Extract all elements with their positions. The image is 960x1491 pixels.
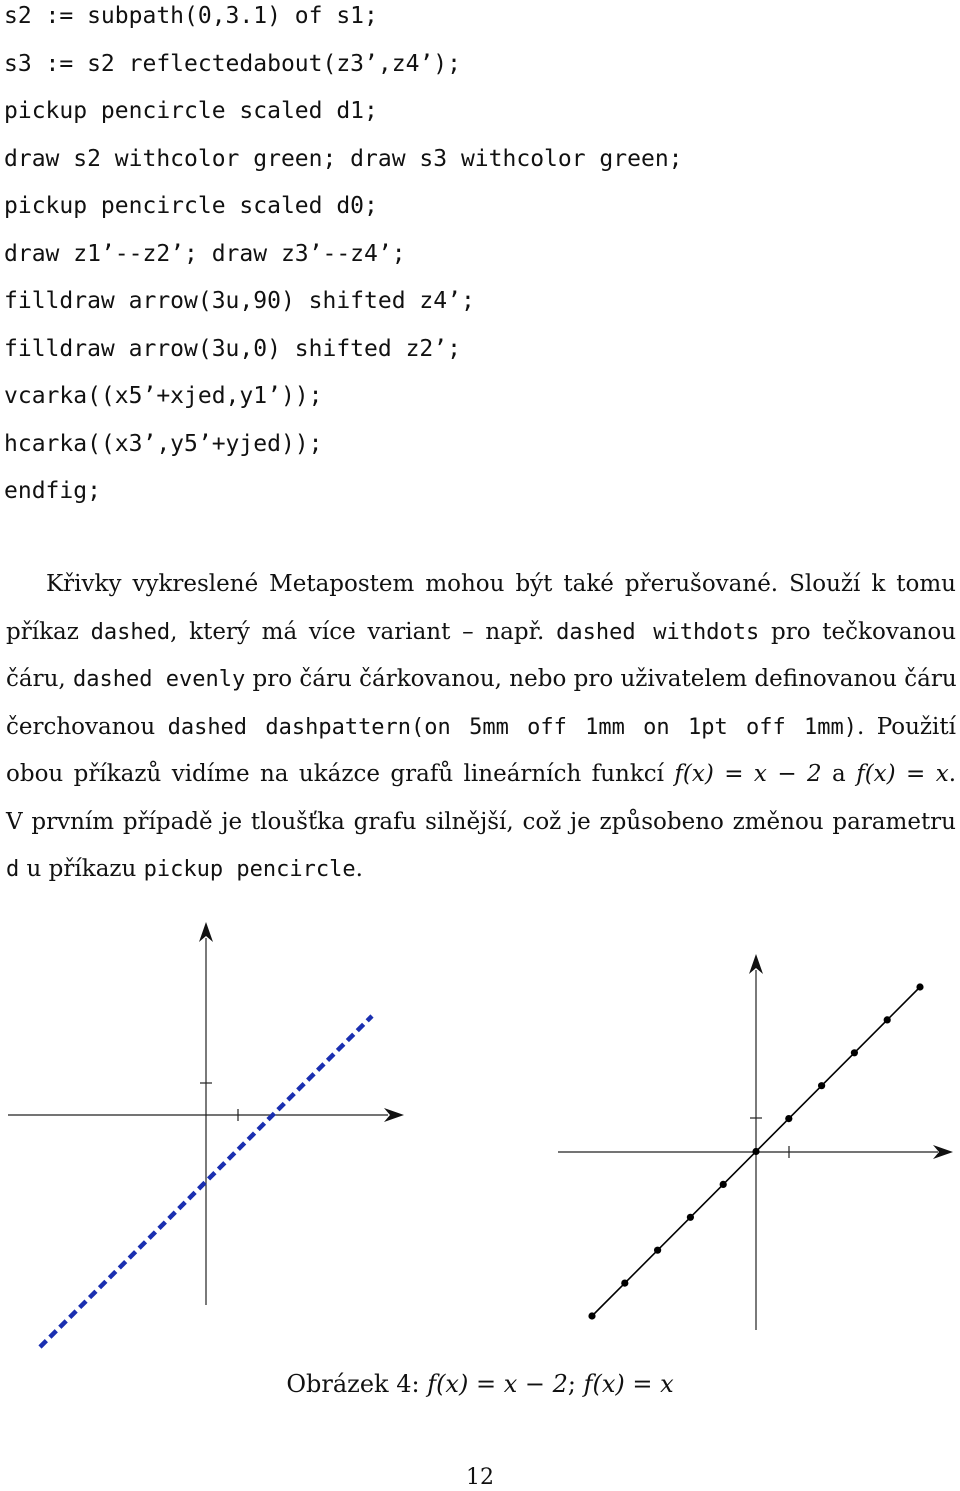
text-run: čerchovanou [6, 713, 168, 740]
body-paragraph [6, 565, 956, 898]
text-run: příkaz [6, 618, 91, 645]
text-run: pro čáru čárkovanou, nebo pro uživatelem definovanou čáru [245, 666, 957, 692]
code-term: dashed [90, 619, 171, 645]
right-plot [558, 954, 953, 1330]
graph-dot [687, 1214, 694, 1221]
text-run: V prvním případě je tloušťka grafu silnější, což je způsobeno změnou parametru [6, 808, 956, 835]
math-formula: f(x) = x − 2 [674, 761, 822, 787]
graph-dot [884, 1016, 891, 1023]
caption-formula-1: f(x) = x − 2 [427, 1370, 568, 1398]
code-line: endfig; [4, 478, 101, 504]
text-run: . [355, 856, 363, 882]
code-line: filldraw arrow(3u,0) shifted z2’; [4, 335, 461, 362]
paragraph-line [6, 803, 956, 851]
graph-dot [785, 1115, 792, 1122]
text-run: pro tečkovanou [759, 618, 957, 645]
paragraph-line [6, 708, 956, 756]
graph-dot [720, 1181, 727, 1188]
paragraph-line [6, 755, 956, 803]
graph-dot [752, 1148, 759, 1155]
code-term: dashed withdots [556, 619, 760, 645]
code-line: draw z1’--z2’; draw z3’--z4’; [4, 240, 406, 267]
code-term: dashed dashpattern(on 5mm off 1mm on 1pt off 1mm) [167, 714, 858, 740]
math-formula: f(x) = x [856, 761, 949, 787]
page-number: 12 [466, 1465, 494, 1490]
code-term: dashed evenly [73, 667, 246, 692]
paragraph-line [6, 660, 956, 708]
text-run: Křivky vykreslené Metapostem mohou být také přerušované. Slouží k tomu [46, 571, 956, 597]
caption-formula-2: f(x) = x [583, 1370, 674, 1398]
text-run: . Použití [857, 713, 956, 740]
code-line: pickup pencircle scaled d1; [4, 98, 378, 124]
paragraph-line [6, 613, 956, 661]
code-line: filldraw arrow(3u,90) shifted z4’; [4, 288, 475, 314]
code-listing [4, 0, 683, 523]
code-line: draw s2 withcolor green; draw s3 withcolor green; [4, 145, 683, 172]
graph-dot [916, 983, 923, 990]
caption-label: Obrázek 4: [286, 1370, 428, 1398]
text-run: , který má více variant – např. [170, 618, 557, 645]
code-term: d [6, 857, 20, 882]
code-line: vcarka((x5’+xjed,y1’)); [4, 383, 323, 409]
text-run: čáru, [6, 666, 74, 692]
text-run: a [821, 761, 857, 787]
text-run: obou příkazů vidíme na ukázce grafů lineárních funkcí [6, 761, 675, 787]
text-run: u příkazu [19, 856, 144, 882]
left-plot [8, 922, 404, 1347]
code-line: s3 := s2 reflectedabout(z3’,z4’); [4, 50, 461, 77]
code-line: s2 := subpath(0,3.1) of s1; [4, 3, 378, 29]
text-run: . [948, 761, 956, 787]
code-term: pickup pencircle [143, 857, 356, 882]
graph-dot [654, 1247, 661, 1254]
figure-caption [0, 1370, 960, 1398]
paragraph-line [6, 850, 956, 898]
figure-graphs [0, 910, 960, 1360]
graph-dot [588, 1312, 595, 1319]
paragraph-line [6, 565, 956, 613]
graph-dot [851, 1049, 858, 1056]
code-line: hcarka((x3’,y5’+yjed)); [4, 430, 323, 457]
graph-dot [621, 1280, 628, 1287]
graph-dot [818, 1082, 825, 1089]
code-line: pickup pencircle scaled d0; [4, 193, 378, 219]
caption-separator: ; [567, 1370, 584, 1398]
